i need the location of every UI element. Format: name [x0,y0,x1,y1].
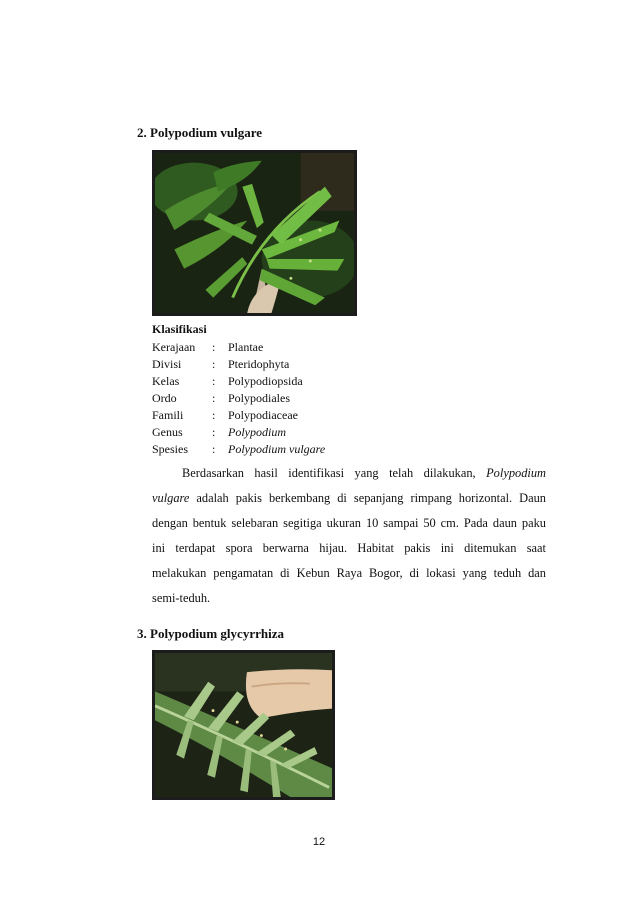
paragraph-text: adalah pakis berkembang di sepanjang rimpang horizontal. Daun [189,491,546,505]
classification-key: Spesies [152,442,188,456]
page-number: 12 [312,836,326,848]
classification-colon: : [212,425,216,439]
polypodium-glycyrrhiza-photo [152,650,335,800]
classification-row [152,373,325,390]
paragraph-line [152,461,546,486]
classification-row [152,441,325,458]
classification-row [152,390,325,407]
polypodium-vulgare-photo [152,150,357,316]
classification-value: Polypodium [228,425,286,439]
classification-key: Genus [152,425,183,439]
classification-colon: : [212,391,216,405]
classification-key: Divisi [152,357,182,371]
classification-value: Polypodiaceae [228,408,298,422]
classification-colon: : [212,357,216,371]
section-heading-polypodium-glycyrrhiza: 3. Polypodium glycyrrhiza [137,626,284,641]
classification-colon: : [212,340,216,354]
paragraph-line [152,486,546,511]
classification-colon: : [212,442,216,456]
classification-colon: : [212,408,216,422]
classification-key: Kerajaan [152,340,196,354]
classification-value: Polypodiopsida [228,374,303,388]
paragraph-line: semi-teduh. [152,591,211,605]
paragraph-line: ini terdapat spora berwarna hijau. Habitat pakis ini ditemukan saat [152,541,546,555]
classification-key: Ordo [152,391,177,405]
paragraph-line: melakukan pengamatan di Kebun Raya Bogor, di lokasi yang teduh dan [152,566,546,580]
classification-value: Pteridophyta [228,357,290,371]
classification-row [152,407,325,424]
paragraph-text: Berdasarkan hasil identifikasi yang telah dilakukan, [182,466,487,480]
description-paragraph [152,461,546,611]
species-name: vulgare [152,491,190,505]
classification-key: Kelas [152,374,180,388]
classification-colon: : [212,374,216,388]
classification-row [152,356,325,373]
classification-key: Famili [152,408,184,422]
classification-title: Klasifikasi [152,322,207,336]
paragraph-line: dengan bentuk selebaran segitiga ukuran 10 sampai 50 cm. Pada daun paku [152,516,546,530]
classification-row [152,424,325,441]
classification-table [152,339,325,458]
classification-value: Polypodiales [228,391,290,405]
species-name: Polypodium [486,466,546,480]
classification-row [152,339,325,356]
classification-value: Plantae [228,340,264,354]
section-heading-polypodium-vulgare: 2. Polypodium vulgare [137,125,263,140]
classification-value: Polypodium vulgare [228,442,326,456]
